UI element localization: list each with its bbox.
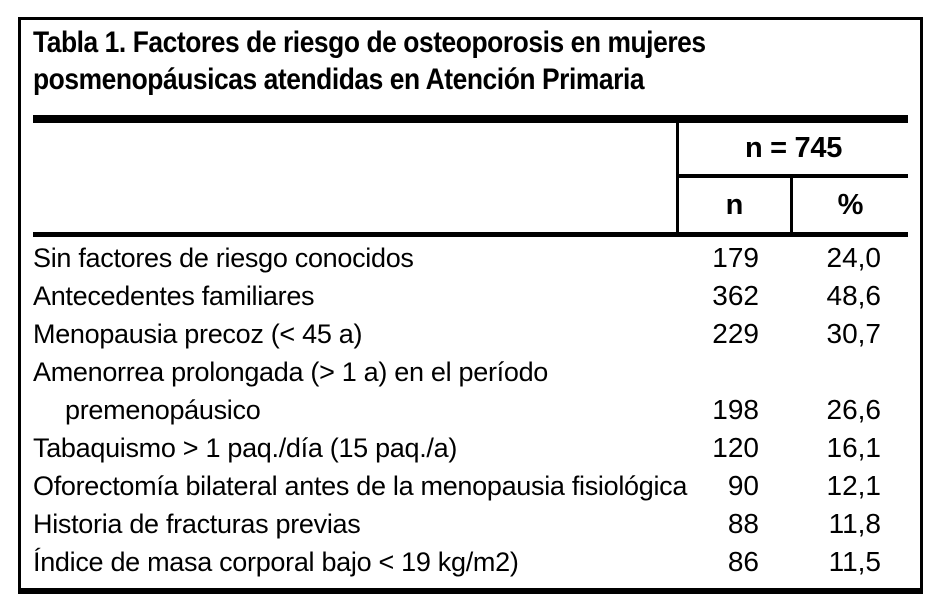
n-value: 86: [727, 546, 759, 577]
table-row: [33, 353, 908, 429]
n-value: 179: [712, 242, 759, 273]
table-row: [33, 467, 908, 505]
pct-value: 24,0: [826, 242, 881, 273]
table-header: [33, 123, 908, 232]
pct-value: 48,6: [826, 280, 881, 311]
header-spacer-cell: [33, 123, 676, 232]
table-title: [33, 24, 908, 98]
n-value: 198: [712, 394, 759, 425]
group-header-cell: n = 745: [679, 123, 908, 178]
table-row: [33, 239, 908, 277]
table-figure: [18, 17, 923, 594]
pct-value: 12,1: [826, 470, 881, 501]
table-title-text: Tabla 1. Factores de riesgo de osteoporosis en mujeres posmenopáusicas atendidas en Atención Primaria: [33, 26, 706, 96]
row-label: Historia de fracturas previas: [33, 509, 361, 539]
table-body: [33, 237, 908, 581]
row-label: [33, 353, 682, 429]
table-row: [33, 505, 908, 543]
row-label: Índice de masa corporal bajo < 19 kg/m2): [33, 547, 519, 577]
n-value: 229: [712, 318, 759, 349]
table-row: [33, 543, 908, 581]
row-label-line-1: Amenorrea prolongada (> 1 a) en el período: [33, 357, 548, 387]
pct-value: 11,8: [828, 508, 881, 539]
row-label: Oforectomía bilateral antes de la menopausia fisiológica: [33, 471, 688, 501]
pct-value: 26,6: [826, 394, 881, 425]
row-label: Menopausia precoz (< 45 a): [33, 319, 363, 349]
row-label-line-2: premenopáusico: [65, 395, 261, 425]
n-value: 362: [712, 280, 759, 311]
pct-value: 16,1: [826, 432, 881, 463]
n-value: 120: [712, 432, 759, 463]
n-column-header: n: [679, 178, 793, 232]
pct-value: 30,7: [826, 318, 881, 349]
pct-value: 11,5: [828, 546, 881, 577]
table-row: [33, 429, 908, 467]
row-label: Tabaquismo > 1 paq./día (15 paq./a): [33, 433, 458, 463]
header-value-columns: [676, 123, 908, 232]
row-label: Sin factores de riesgo conocidos: [33, 243, 414, 273]
n-value: 88: [727, 508, 759, 539]
subheader-row: [679, 178, 908, 232]
pct-column-header: %: [837, 188, 864, 221]
table-row: [33, 277, 908, 315]
n-value: 90: [727, 470, 759, 501]
table-top-rule: [33, 115, 908, 123]
row-label: Antecedentes familiares: [33, 281, 315, 311]
table-row: [33, 315, 908, 353]
